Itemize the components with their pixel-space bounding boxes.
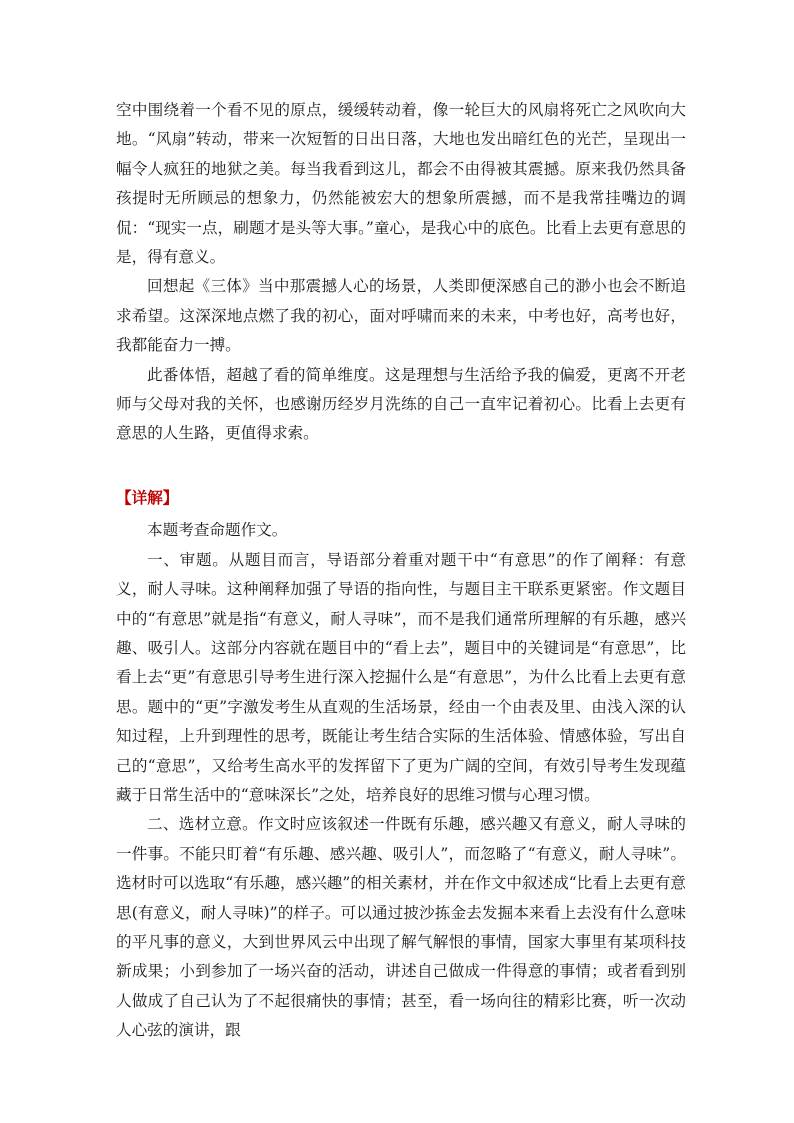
analysis-paragraph-3: 二、选材立意。作文时应该叙述一件既有乐趣，感兴趣又有意义，耐人寻味的一件事。不能只盯着“有乐趣、感兴趣、吸引人”，而忽略了“有意义，耐人寻味”。选材时可以选取“有乐趣，感兴趣”的相关素材，并在作文中叙述成“比看上去更有意思(有意义，耐人寻味)”的样子。可以通过披沙拣金去发掘本来看上去没有什么意味的平凡事的意义，大到世界风云中出现了解气解恨的事情，国家大事里有某项科技新成果；小到参加了一场兴奋的活动，讲述自己做成一件得意的事情；或者看到别人做成了自己认为了不起很痛快的事情；甚至，看一场向往的精彩比赛，听一次动人心弦的演讲，跟 (116, 815, 686, 1040)
essay-paragraph-3: 此番体悟，超越了看的简单维度。这是理想与生活给予我的偏爱，更离不开老师与父母对我的关怀，也感谢历经岁月洗练的自己一直牢记着初心。比看上去更有意思的人生路，更值得求索。 (116, 365, 686, 443)
section-spacer (116, 449, 686, 483)
essay-paragraph-2: 回想起《三体》当中那震撼人心的场景，人类即便深感自己的渺小也会不断追求希望。这深深地点燃了我的初心，面对呼啸而来的未来，中考也好，高考也好，我都能奋力一搏。 (116, 277, 686, 355)
essay-paragraph-1: 空中围绕着一个看不见的原点，缓缓转动着，像一轮巨大的风扇将死亡之风吹向大地。“风扇”转动，带来一次短暂的日出日落，大地也发出暗红色的光芒，呈现出一幅令人疯狂的地狱之美。每当我看到这儿，都会不由得被其震撼。原来我仍然具备孩提时无所顾忌的想象力，仍然能被宏大的想象所震撼，而不是我常挂嘴边的调侃：“现实一点，刷题才是头等大事。”童心，是我心中的底色。比看上去更有意思的是，得有意义。 (116, 101, 686, 267)
analysis-paragraph-1: 本题考查命题作文。 (147, 521, 288, 540)
analysis-paragraph-2: 一、审题。从题目而言，导语部分着重对题干中“有意思”的作了阐释：有意义，耐人寻味。这种阐释加强了导语的指向性，与题目主干联系更紧密。作文题目中的“有意思”就是指“有意义，耐人寻味”，而不是我们通常所理解的有乐趣，感兴趣、吸引人。这部分内容就在题目中的“看上去”，题目中的关键词是“有意思”，比看上去“更”有意思引导考生进行深入挖掘什么是“有意思”，为什么比看上去更有意思。题中的“更”字激发考生从直观的生活场景，经由一个由表及里、由浅入深的认知过程，上升到理性的思考，既能让考生结合实际的生活体验、情感体验，写出自己的“意思”，又给考生高水平的发挥留下了更为广阔的空间，有效引导考生发现蕴藏于日常生活中的“意味深长”之处，培养良好的思维习惯与心理习惯。 (116, 550, 686, 804)
document-page (116, 96, 686, 1046)
analysis-label: 【详解】 (116, 487, 179, 507)
